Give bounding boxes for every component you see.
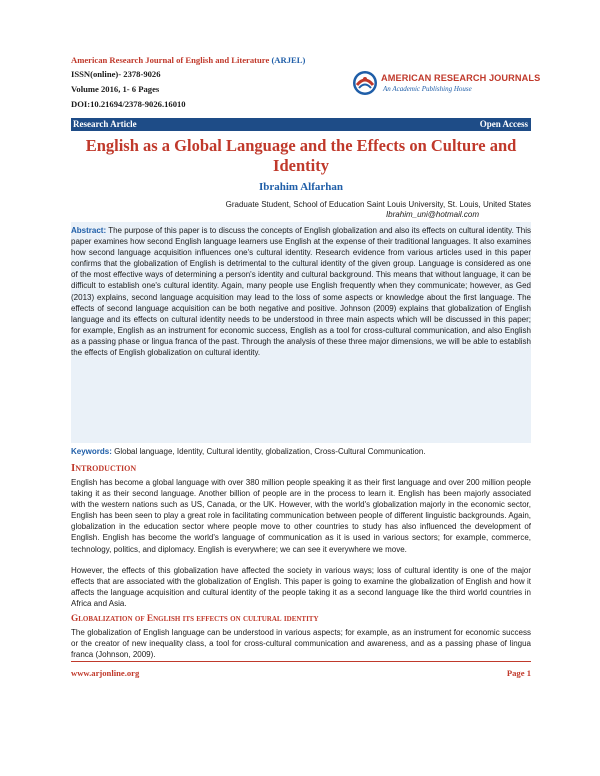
publisher-emblem-icon [352, 70, 378, 96]
publisher-tagline: An Academic Publishing House [383, 85, 472, 93]
publisher-name: AMERICAN RESEARCH JOURNALS [381, 73, 541, 83]
issn-line: ISSN(online)- 2378-9026 [71, 69, 161, 79]
author-affiliation: Graduate Student, School of Education Saint Louis University, St. Louis, United States [225, 200, 531, 209]
journal-name [71, 55, 305, 65]
access-type: Open Access [479, 119, 528, 129]
footer-page-number: Page 1 [506, 668, 531, 678]
doi-line: DOI:10.21694/2378-9026.16010 [71, 99, 186, 109]
abstract [71, 225, 531, 358]
introduction-paragraph-1: English has become a global language with over 380 million people speaking it as their first language and over 200 million people taking it as their second language. Another billion of people are in the process to learn it. English has been majorly associated with the western nations such as US, Canada, or the UK. However, with the world's globalization majorly in the economic sector, English has been seen to play a great role in facilitating communication between people of different linguistic backgrounds. Again, globalization in the education sector where people move to other countries to study has also influenced the development of English. English has become the world's language of communication as it is used in various sectors; for example, commerce, technology, politics, and diplomacy. English is everywhere; we can see it everywhere we move. [71, 478, 531, 554]
article-title: English as a Global Language and the Effects on Culture and Identity [85, 136, 517, 175]
keywords-label: Keywords: [71, 447, 112, 456]
introduction-paragraph-2: However, the effects of this globalization have affected the society in various ways; loss of cultural identity is one of the major effects that are associated with the globalization of English. This paper is going to examine the globalization of English and how it affects the language acquisition and cultural identity of the people taking it as a second language like the third world countries in Africa and Asia. [71, 566, 531, 609]
footer-divider [71, 661, 531, 662]
abstract-text: The purpose of this paper is to discuss the concepts of English globalization and also its effects on cultural identity. This paper examines how second English language learners use English at the expense of their traditional languages. It also examines how second language acquisition influences one's cultural identity. Research evidence from various articles used in this paper confirms that the globalization of English is detrimental to the cultural identity of the given group. Language is considered as one of the most effective ways of determining a person's identity and cultural background. This means that without language, it can be difficult to establish one's cultural identity. Again, many people use English frequently when they communicate; however, as Ged (2013) explains, second language acquisition may lead to the loss of some aspects or knowledge about the first language. The effects of second language acquisition can be both negative and positive. Johnson (2009) explains that globalization of English language and its effects on cultural identity needs to be understood in three main aspects which will be discussed in this paper; for example, English as an instrument for economic success, English as a tool for cross-cultural communication, and also English as a passing phase or lingua franca of the past. Through the analysis of these three major dimensions, we will be able to establish the effects of English globalization on cultural identity. [71, 226, 531, 358]
article-type: Research Article [73, 119, 137, 129]
volume-line: Volume 2016, 1- 6 Pages [71, 84, 160, 94]
author-email: Ibrahim_uni@hotmail.com [385, 210, 479, 219]
journal-name-text: American Research Journal of English and Literature [71, 55, 272, 65]
article-type-bar [71, 118, 531, 131]
footer-website-link[interactable]: www.arjonline.org [71, 668, 140, 678]
abstract-label: Abstract: [71, 226, 107, 235]
globalization-paragraph-1: The globalization of English language can be understood in various aspects; for example, as an instrument for economic success or the creator of new inequality class, a tool for cross-cultural communication and awareness, and as a passing phase of lingua franca (Johnson, 2009). [71, 628, 531, 660]
journal-abbr: (ARJEL) [271, 55, 306, 65]
author-name: Ibrahim Alfarhan [258, 181, 344, 193]
keywords-text: Global language, Identity, Cultural identity, globalization, Cross-Cultural Communication. [111, 447, 426, 456]
publisher-logo [352, 70, 541, 98]
keywords [71, 446, 531, 457]
introduction-heading: Introduction [71, 462, 137, 474]
globalization-heading: Globalization of English its effects on cultural identity [71, 614, 319, 624]
